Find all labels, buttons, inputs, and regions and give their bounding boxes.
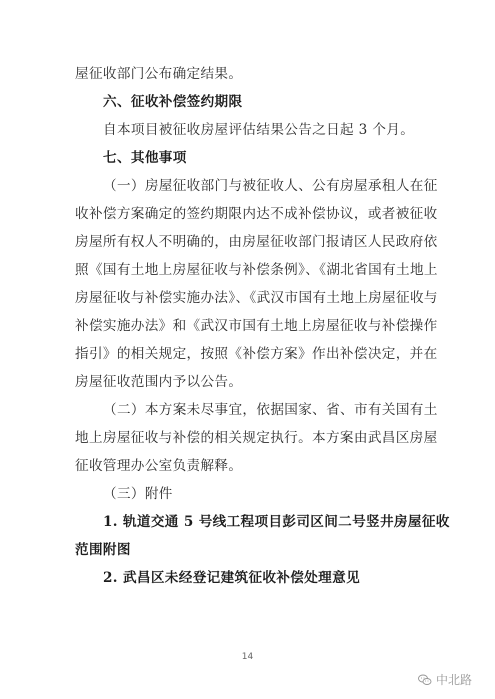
watermark	[418, 671, 472, 688]
attachment-1-line-1: 1. 轨道交通 5 号线工程项目彭司区间二号竖井房屋征收	[103, 514, 450, 530]
attachment-1-line-2: 范围附图	[75, 542, 131, 558]
section-heading-6: 六、征收补偿签约期限	[103, 94, 243, 110]
text-line-1: 屋征收部门公布确定结果。	[75, 66, 243, 82]
paragraph-1-line-8: 房屋征收范围内予以公告。	[75, 374, 243, 390]
text-line-3: 自本项目被征收房屋评估结果公告之日起 3 个月。	[103, 122, 415, 138]
paragraph-1-line-7: 指引》的相关规定，按照《补偿方案》作出补偿决定，并在	[75, 346, 438, 362]
attachment-2: 2. 武昌区未经登记建筑征收补偿处理意见	[103, 570, 361, 586]
paragraph-2-line-3: 征收管理办公室负责解释。	[75, 458, 243, 474]
attachments-heading: （三）附件	[103, 486, 173, 502]
paragraph-1-line-2: 收补偿方案确定的签约期限内达不成补偿协议，或者被征收	[75, 206, 438, 222]
watermark-text: 中北路	[436, 673, 473, 687]
paragraph-1-line-4: 照《国有土地上房屋征收与补偿条例》、《湖北省国有土地上	[75, 262, 438, 278]
wechat-icon	[418, 674, 432, 686]
section-heading-7: 七、其他事项	[103, 150, 187, 166]
page-number: 14	[241, 652, 254, 662]
paragraph-2-line-1: （二）本方案未尽事宜，依据国家、省、市有关国有土	[103, 402, 438, 418]
paragraph-1-line-6: 补偿实施办法》和《武汉市国有土地上房屋征收与补偿操作	[75, 318, 438, 334]
paragraph-1-line-5: 房屋征收与补偿实施办法》、《武汉市国有土地上房屋征收与	[75, 290, 438, 306]
paragraph-1-line-1: （一）房屋征收部门与被征收人、公有房屋承租人在征	[103, 178, 438, 194]
paragraph-2-line-2: 地上房屋征收与补偿的相关规定执行。本方案由武昌区房屋	[75, 430, 438, 446]
paragraph-1-line-3: 房屋所有权人不明确的，由房屋征收部门报请区人民政府依	[75, 234, 438, 250]
